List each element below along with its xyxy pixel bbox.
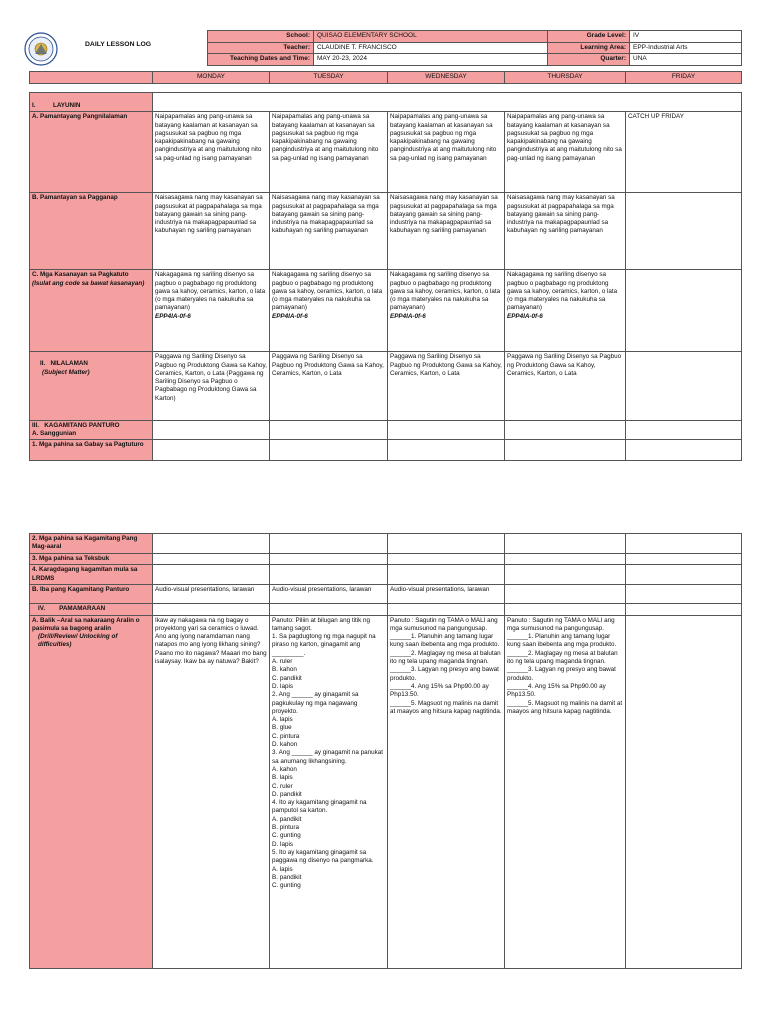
cell-rb-thu <box>505 585 626 604</box>
days-blank-cell <box>30 72 153 84</box>
cell-iv-tue <box>270 604 388 615</box>
cell-iii-fri <box>626 421 742 440</box>
cell-iv-mon <box>153 604 270 615</box>
cell-r4-thu <box>505 565 626 585</box>
cell-c-wed: Nakagagawa ng sariling disenyo sa pagbuo o pagbabago ng produktong gawa sa kahoy, ceramics, karton, o lata (o mga materyales na nakukuha sa pamayanan) EPP4IA-0f-6 <box>388 270 505 352</box>
kasanayan-label-cell <box>30 270 153 352</box>
sanggunian-label: A. Sanggunian <box>32 430 77 438</box>
dates-value: MAY 20-23, 2024 <box>314 54 548 66</box>
teksbuk-label: 3. Mga pahina sa Teksbuk <box>30 554 153 565</box>
cell-a-mon: Naipapamalas ang pang-unawa sa batayang kaalaman at kasanayan sa pagsusukat sa pagbuo ng mga kapakipakinabang na gawaing pangindustriya at ang maitutulong nito sa pag-unlad ng isang pamayanan <box>153 112 270 193</box>
gabay-pagtuturo-label: 1. Mga pahina sa Gabay sa Pagtuturo <box>30 440 153 461</box>
cell-r3-mon <box>153 554 270 565</box>
balik-aral-sublabel: (Drill/Review/ Unlocking of difficulties) <box>38 633 118 649</box>
day-friday: FRIDAY <box>626 72 742 84</box>
nilalaman-label: II. NILALAMAN <box>40 360 88 368</box>
cell-ii-tue: Paggawa ng Sariling Disenyo sa Pagbuo ng Produktong Gawa sa Kahoy, Ceramics, Karton, o Lata <box>270 352 388 421</box>
cell-g-wed <box>388 440 505 461</box>
pamantayang-pangnilalaman-label: A. Pamantayang Pangnilalaman <box>30 112 153 193</box>
cell-r2-wed <box>388 534 505 554</box>
day-wednesday: WEDNESDAY <box>388 72 505 84</box>
balik-aral-label: A. Balik –Aral sa nakaraang Aralin o pasimula sa bagong aralin <box>32 616 140 632</box>
lesson-table-page2 <box>29 533 742 969</box>
cell-rb-fri <box>626 585 742 604</box>
cell-b-wed: Naisasagawa nang may kasanayan sa pagsusukat at pagpapahalaga sa mga batayang gawain sa sining pang-industriya na makapagpapaunlad sa kabuhayan ng sariling pamayanan <box>388 193 505 270</box>
cell-iv-fri <box>626 604 742 615</box>
cell-ra-thu: Panuto : Sagutin ng TAMA o MALI ang mga sumusunod na pangungusap. ______1. Planuhin ang tamang lugar kung saan ibebenta ang mga produkto. ______2. Maglagay ng mesa at balutan ito ng tela upang maganda tingnan. ______3. Lagyan ng presyo ang bawat produkto. ______4. Ang 15% sa Php90.00 ay Php13.50. ______5. Magsuot ng malinis na damit at maayos ang hitsura kapag nagtitinda. <box>505 615 626 968</box>
cell-c-thu: Nakagagawa ng sariling disenyo sa pagbuo o pagbabago ng produktong gawa sa kahoy, ceramics, karton, o lata (o mga materyales na nakukuha sa pamayanan) EPP4IA-0f-6 <box>505 270 626 352</box>
cell-ii-mon: Paggawa ng Sariling Disenyo sa Pagbuo ng Produktong Gawa sa Kahoy, Ceramics, Karton, o Lata (Paggawa ng Sariling Disenyo sa Pagbuo o Pagbabago ng Produktong Gawa sa Karton) <box>153 352 270 421</box>
kasanayan-sublabel: (Isulat ang code sa bawat kasanayan) <box>32 279 145 287</box>
day-monday: MONDAY <box>153 72 270 84</box>
competency-code: EPP4IA-0f-6 <box>390 312 426 320</box>
cell-a-wed: Naipapamalas ang pang-unawa sa batayang kaalaman at kasanayan sa pagsusukat sa pagbuo ng mga kapakipakinabang na gawaing pangindustriya at ang maitutulong nito sa pag-unlad ng isang pamayanan <box>388 112 505 193</box>
cell-r3-tue <box>270 554 388 565</box>
cell-ii-fri <box>626 352 742 421</box>
header-info-table <box>207 30 742 66</box>
cell-b-thu: Naisasagawa nang may kasanayan sa pagsusukat at pagpapahalaga sa mga batayang gawain sa sining pang-industriya na makapagpapaunlad sa kabuhayan ng sariling pamayanan <box>505 193 626 270</box>
cell-a-thu: Naipapamalas ang pang-unawa sa batayang kaalaman at kasanayan sa pagsusukat sa pagbuo ng mga kapakipakinabang na gawaing pangindustriya at ang maitutulong nito sa pag-unlad ng isang pamayanan <box>505 112 626 193</box>
cell-r2-mon <box>153 534 270 554</box>
lesson-table-page1 <box>29 92 742 461</box>
cell-r4-wed <box>388 565 505 585</box>
day-tuesday: TUESDAY <box>270 72 388 84</box>
cell-r3-wed <box>388 554 505 565</box>
teacher-label: Teacher: <box>208 42 314 54</box>
cell-b-mon: Naisasagawa nang may kasanayan sa pagsusukat at pagpapahalaga sa mga batayang gawain sa sining pang-industriya na makapagpapaunlad sa kabuhayan ng sariling pamayanan <box>153 193 270 270</box>
cell-c-fri <box>626 270 742 352</box>
cell-rb-tue: Audio-visual presentations, larawan <box>270 585 388 604</box>
kagamitang-panturo-label-cell <box>30 421 153 440</box>
cell-a-tue: Naipapamalas ang pang-unawa sa batayang kaalaman at kasanayan sa pagsusukat sa pagbuo ng mga kapakipakinabang na gawaing pangindustriya at ang maitutulong nito sa pag-unlad ng isang pamayanan <box>270 112 388 193</box>
cell-ra-fri <box>626 615 742 968</box>
cell-r4-mon <box>153 565 270 585</box>
cell-r2-tue <box>270 534 388 554</box>
iba-pang-kagamitan-label: B. Iba pang Kagamitang Panturo <box>30 585 153 604</box>
quarter-value: UNA <box>630 54 742 66</box>
nilalaman-label-cell <box>30 352 153 421</box>
competency-code: EPP4IA-0f-6 <box>155 312 191 320</box>
teacher-value: CLAUDINE T. FRANCISCO <box>314 42 548 54</box>
cell-r2-thu <box>505 534 626 554</box>
balik-aral-label-cell <box>30 615 153 968</box>
layunin-blank <box>153 93 742 112</box>
pamamaraan-heading: IV. PAMAMARAAN <box>30 604 153 615</box>
school-value: QUISAO ELEMENTARY SCHOOL <box>314 31 548 43</box>
kagamitang-mag-aaral-label: 2. Mga pahina sa Kagamitang Pang Mag-aaral <box>30 534 153 554</box>
kagamitang-panturo-label: III. KAGAMITANG PANTURO <box>32 422 120 430</box>
cell-iii-tue <box>270 421 388 440</box>
cell-r4-fri <box>626 565 742 585</box>
dates-label: Teaching Dates and Time: <box>208 54 314 66</box>
area-label: Learning Area: <box>548 42 630 54</box>
cell-g-fri <box>626 440 742 461</box>
cell-iv-thu <box>505 604 626 615</box>
competency-code: EPP4IA-0f-6 <box>272 312 308 320</box>
cell-ii-thu: Paggawa ng Sariling Disenyo sa Pagbuo ng Produktong Gawa sa Kahoy, Ceramics, Karton, o Lata <box>505 352 626 421</box>
cell-g-tue <box>270 440 388 461</box>
cell-r2-fri <box>626 534 742 554</box>
cell-rb-wed: Audio-visual presentations, larawan <box>388 585 505 604</box>
deped-seal-icon <box>24 32 58 66</box>
cell-b-fri <box>626 193 742 270</box>
cell-ra-wed: Panuto : Sagutin ng TAMA o MALI ang mga sumusunod na pangungusap. ______1. Planuhin ang tamang lugar kung saan ibebenta ang mga produkto. ______2. Maglagay ng mesa at balutan ito ng tela upang maganda tingnan. ______3. Lagyan ng presyo ang bawat produkto. ______4. Ang 15% sa Php90.00 ay Php13.50. ______5. Magsuot ng malinis na damit at maayos ang hitsura kapag nagtitinda. <box>388 615 505 968</box>
kasanayan-label: C. Mga Kasanayan sa Pagkatuto <box>32 271 129 279</box>
cell-iii-mon <box>153 421 270 440</box>
cell-iii-thu <box>505 421 626 440</box>
layunin-heading: I. LAYUNIN <box>30 93 153 112</box>
cell-ra-mon: Ikaw ay nakagawa na ng bagay o proyektong yari sa ceramics o luwad. Ano ang iyong naramdaman nang natapos mo ang iyong likhang sining? Paano mo ito nagawa? Maaari mo bang isalaysay. Ikaw ba ay natuwa? Bakit? <box>153 615 270 968</box>
cell-g-mon <box>153 440 270 461</box>
cell-r3-fri <box>626 554 742 565</box>
lrdms-label: 4. Karagdagang kagamitan mula sa LRDMS <box>30 565 153 585</box>
area-value: EPP-Industrial Arts <box>630 42 742 54</box>
competency-code: EPP4IA-0f-6 <box>507 312 543 320</box>
school-label: School: <box>208 31 314 43</box>
nilalaman-sublabel: (Subject Matter) <box>42 368 90 376</box>
cell-ii-wed: Paggawa ng Sariling Disenyo sa Pagbuo ng Produktong Gawa sa Kahoy, Ceramics, Karton, o Lata <box>388 352 505 421</box>
pamantayan-sa-pagganap-label: B. Pamantayan sa Pagganap <box>30 193 153 270</box>
cell-b-tue: Naisasagawa nang may kasanayan sa pagsusukat at pagpapahalaga sa mga batayang gawain sa sining pang-industriya na makapagpapaunlad sa kabuhayan ng sariling pamayanan <box>270 193 388 270</box>
cell-iii-wed <box>388 421 505 440</box>
cell-c-mon: Nakagagawa ng sariling disenyo sa pagbuo o pagbabago ng produktong gawa sa kahoy, ceramics, karton, o lata (o mga materyales na nakukuha sa pamayanan) EPP4IA-0f-6 <box>153 270 270 352</box>
cell-g-thu <box>505 440 626 461</box>
cell-r3-thu <box>505 554 626 565</box>
cell-c-tue: Nakagagawa ng sariling disenyo sa pagbuo o pagbabago ng produktong gawa sa kahoy, ceramics, karton, o lata (o mga materyales na nakukuha sa pamayanan) EPP4IA-0f-6 <box>270 270 388 352</box>
grade-value: IV <box>630 31 742 43</box>
day-thursday: THURSDAY <box>505 72 626 84</box>
cell-iv-wed <box>388 604 505 615</box>
cell-rb-mon: Audio-visual presentations, larawan <box>153 585 270 604</box>
cell-a-fri: CATCH UP FRIDAY <box>626 112 742 193</box>
cell-ra-tue: Panuto: Piliin at bilugan ang titik ng tamang sagot. 1. Sa pagdugtong ng mga nagupit na piraso ng karton, ginagamit ang _________. A. ruler B. kahon C. pandikit D. lapis 2. Ang ______ ay ginagamit sa pagkukulay ng mga nagawang proyekto. A. lapis B. glue C. pintura D. kahon 3. Ang ______ ay ginagamit na panukat sa anumang likhangsining. A. kahon B. lapis C. ruler D. pandikit 4. Ito ay kagamitang ginagamit na pamputol sa karton. A. pandikit B. pintura C. gunting D. lapis 5. Ito ay kagamitang ginagamit sa paggawa ng disenyo na pangmarka. A. lapis B. pandikit C. gunting <box>270 615 388 968</box>
days-header-row <box>29 71 742 84</box>
grade-label: Grade Level: <box>548 31 630 43</box>
quarter-label: Quarter: <box>548 54 630 66</box>
daily-lesson-log-title: DAILY LESSON LOG <box>85 41 152 48</box>
cell-r4-tue <box>270 565 388 585</box>
